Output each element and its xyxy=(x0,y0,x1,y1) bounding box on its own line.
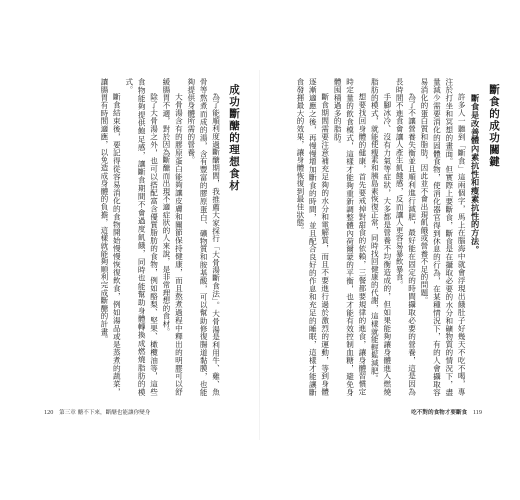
body-paragraph: 斷食結束後，要記得從容易消化的食物開始慢慢恢復飲食，例如湯品或是蒸煮的蔬菜，讓腸胃有時間適應，以免造成身體的負擔，這樣就能夠順利完成斷醣的計畫。 xyxy=(99,78,122,396)
right-footer xyxy=(411,408,486,416)
page-number: 119 xyxy=(472,409,482,416)
left-text-column xyxy=(70,78,240,396)
running-title: 吃不對的食物才要斷食 xyxy=(411,410,468,416)
section-heading: 斷食的成功關鍵 xyxy=(488,84,500,168)
left-footer xyxy=(40,408,150,416)
right-text-column xyxy=(278,78,500,396)
running-title: 醣不下來，斷醣也能讓你變身 xyxy=(77,410,151,416)
page-number: 120 xyxy=(44,409,54,416)
body-paragraph: 為了不讓營養失衡並且順利進行減肥，最好能在固定的時間攝取必要的營養，這是因為長時間不進食會讓人產生飢餓感，反而讓人更容易暴飲暴食。 xyxy=(395,78,417,396)
body-paragraph: 大骨湯含有的膠原蛋白能夠讓皮膚和關節保持健康，而且熬煮過程中釋出的明膠可以舒緩腸胃不適，對於因為斷醣而出現不適症狀的人來說，是非常理想的食材。 xyxy=(161,78,184,396)
section-heading: 成功斷醣的理想食材 xyxy=(228,84,240,192)
body-paragraph: 除了大骨湯之外，也可以搭配富含優質脂肪的食物，例如酪梨、堅果、橄欖油等，這些食物能夠提供飽足感，讓斷食期間不會過度飢餓，同時也能幫助身體轉換成燃燒脂肪的模式。 xyxy=(124,78,159,396)
section-subheading: 斷食是改善體內素抗性和瘦素抗性的方法。 xyxy=(470,94,481,254)
chapter-label: 第三章 xyxy=(59,410,76,416)
body-paragraph: 斷食期間需要注意補充足夠的水分和電解質，而且不要進行過於激烈的運動，等到身體逐漸適應之後，再慢慢增加斷食的時間，並且配合良好的作息和充足的睡眠，這樣才能讓斷食發揮最大的效果，讓身體恢復到最佳狀態。 xyxy=(295,78,330,396)
right-page xyxy=(260,0,520,500)
body-paragraph: 想要找回身體的健康，首先要戒掉對甜食的依賴，三餐都要規律的進食，讓身體習慣定時定量的飲食模式，這樣才能夠重新調整體內荷爾蒙的平衡，也才能有效控制血糖，避免身體囤積過多的脂肪。 xyxy=(333,78,367,396)
body-paragraph: 為了能順利度過斷醣期間，我推薦大家採行「大骨湯斷食法」。大骨湯是利用牛、雞、魚骨等熬煮而成的湯，含有豐富的膠原蛋白、礦物質和胺基酸，可以幫助修復腸道黏膜，也能夠提供身體所需的營養。 xyxy=(186,78,221,396)
body-paragraph: 許多人一聽到「斷食」這兩個字，馬上在腦海中就會浮現出餓肚子好幾天不吃不喝，專注於打坐和冥想的畫面。但實際上要斷食，斷食是在攝取必要的水分和礦物質的情況下，盡量減少需要消化的固體食物，使消化器官得到休息的行為，在某種情況下，有的人會攝取容易消化的蛋白質和脂肪，因此並不會出現飢餓或營養不足的問題。 xyxy=(419,78,467,396)
body-paragraph: 手腳冰冷、沒有力氣等症狀，大多都是營養不均衡造成的，但如果能夠讓身體進入燃燒脂肪的模式，就能使瘦素和胰島素恢復正常，同時找回健康的代謝，這樣就能輕鬆減肥。 xyxy=(370,78,392,396)
